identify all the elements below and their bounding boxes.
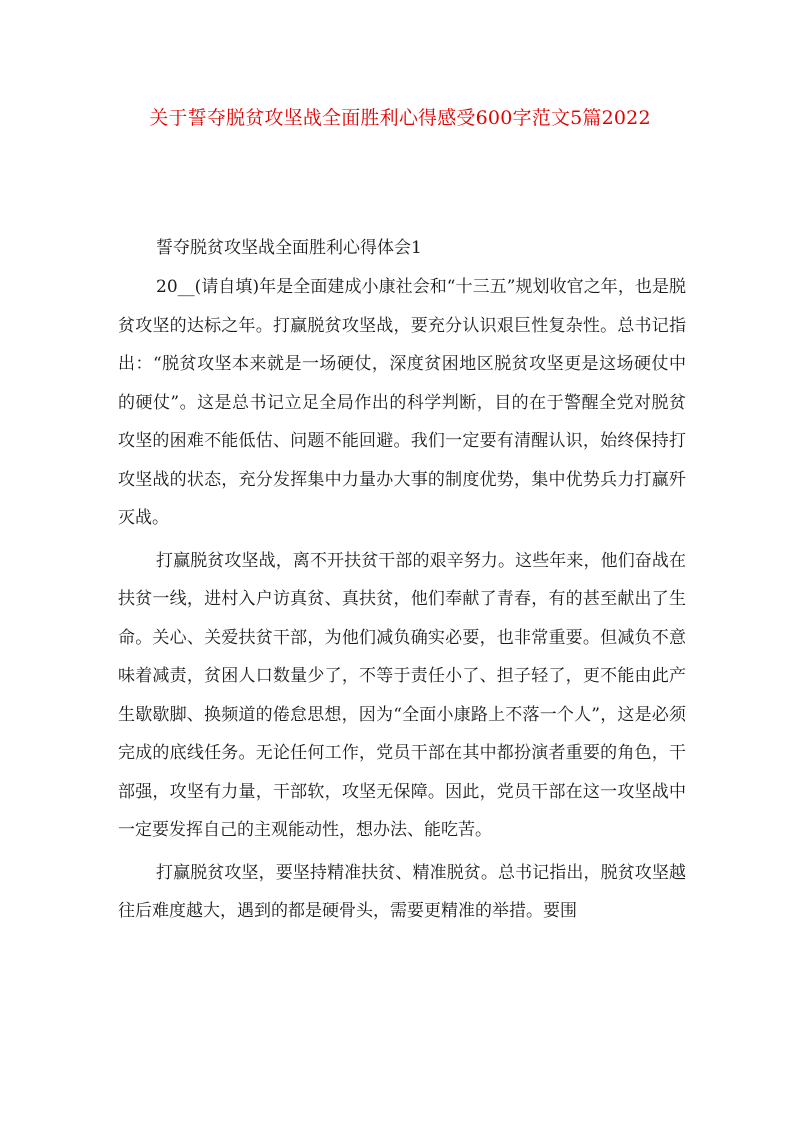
document-body	[118, 230, 686, 935]
paragraph-2: 打赢脱贫攻坚战，离不开扶贫干部的艰辛努力。这些年来，他们奋战在扶贫一线，进村入户访真贫、真扶贫，他们奉献了青春，有的甚至献出了生命。关心、关爱扶贫干部，为他们减负确实必要，也非常重要。但减负不意味着减责，贫困人口数量少了，不等于责任小了、担子轻了，更不能由此产生歇歇脚、换频道的倦怠思想，因为“全面小康路上不落一个人”，这是必须完成的底线任务。无论任何工作，党员干部在其中都扮演者重要的角色，干部强，攻坚有力量，干部软，攻坚无保障。因此，党员干部在这一攻坚战中一定要发挥自己的主观能动性，想办法、能吃苦。	[118, 550, 686, 840]
document-title: 关于誓夺脱贫攻坚战全面胜利心得感受600字范文5篇2022	[149, 107, 651, 129]
section-heading: 誓夺脱贫攻坚战全面胜利心得体会1	[156, 238, 422, 258]
paragraph-1: 20__(请自填)年是全面建成小康社会和“十三五”规划收官之年，也是脱贫攻坚的达标之年。打赢脱贫攻坚战，要充分认识艰巨性复杂性。总书记指出：“脱贫攻坚本来就是一场硬仗，深度贫困地区脱贫攻坚更是这场硬仗中的硬仗”。这是总书记立足全局作出的科学判断，目的在于警醒全党对脱贫攻坚的困难不能低估、问题不能回避。我们一定要有清醒认识，始终保持打攻坚战的状态，充分发挥集中力量办大事的制度优势，集中优势兵力打赢歼灭战。	[118, 277, 686, 528]
paragraph-3: 打赢脱贫攻坚，要坚持精准扶贫、精准脱贫。总书记指出，脱贫攻坚越往后难度越大，遇到的都是硬骨头，需要更精准的举措。要围	[118, 862, 686, 921]
